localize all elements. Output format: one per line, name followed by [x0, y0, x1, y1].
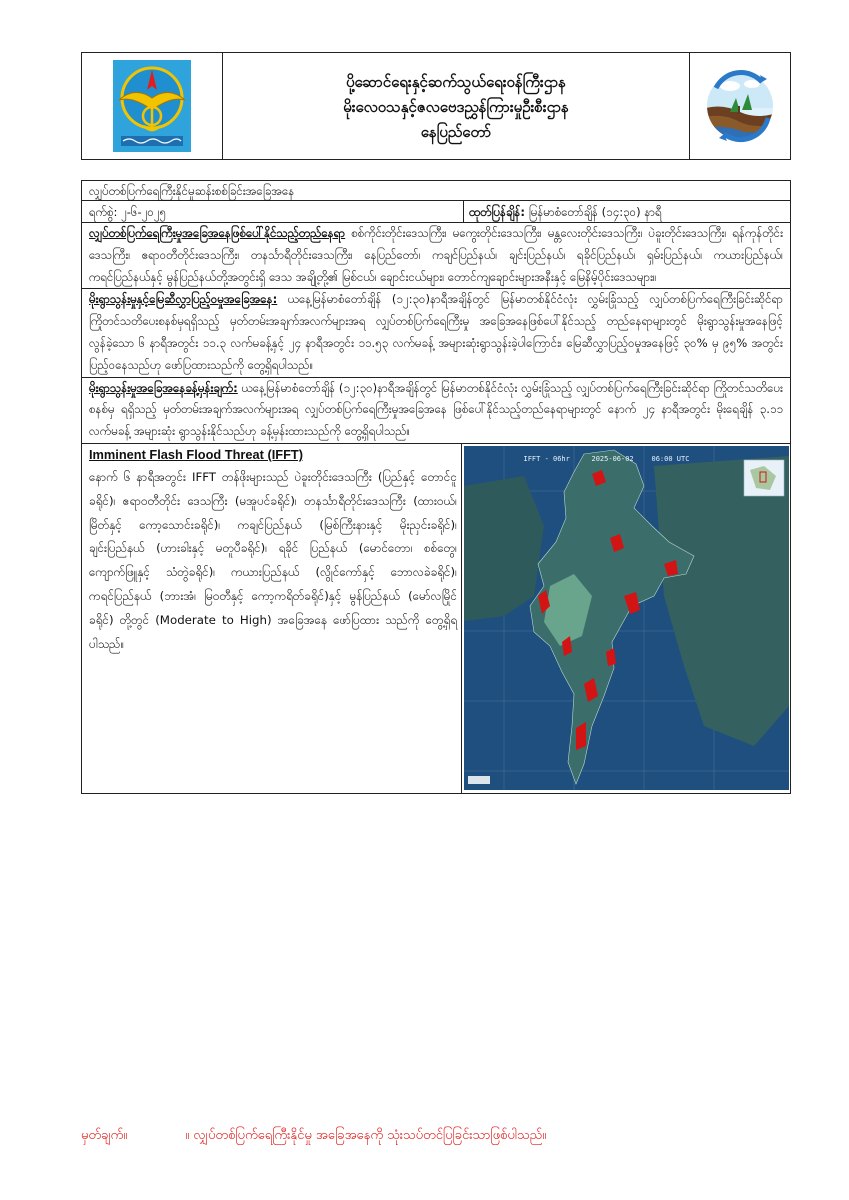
city-name: နေပြည်တော် [420, 123, 492, 141]
ifft-map [464, 446, 789, 790]
areas-label: လျှပ်တစ်ပြက်ရေကြီးမှုအခြေအနေဖြစ်ပေါ်နိုင်သည့်တည်နေရာ [89, 226, 346, 240]
observed-section [82, 289, 790, 377]
left-logo-cell [82, 53, 223, 159]
letterhead [81, 52, 791, 160]
observed-label: မိုးရွာသွန်းမှုနှင့်မြေဆီလွှာပြည့်ဝမှုအခြေအနေ: [89, 292, 278, 307]
map-product-label: IFFT - 06hr [523, 454, 570, 463]
ifft-section [82, 444, 790, 793]
ifft-title: Imminent Flash Flood Threat (IFFT) [89, 446, 303, 462]
report-date: ရက်စွဲ: ၂-၆-၂၀၂၅ [82, 201, 464, 222]
observed-text: ယနေ့မြန်မာစံတော်ချိန် (၁၂:၃၀)နာရီအချိန်တွင် မြန်မာတစ်နိုင်ငံလုံး လွှမ်းခြုံသည့် လျှပ်တစ်ပြက်ရေကြီးခြင်းဆိုင်ရာ ကြိုတင်သတိပေးစနစ်မှရရှိသည့် မှတ်တမ်းအချက်အလက်များအရ လျှပ်တစ်ပြက်ရေကြီးမှု အခြေအနေဖြစ်ပေါ်နိုင်သည့် တည်နေရာများတွင် မိုးရွာသွန်းမှုအနေဖြင့် လွန်ခဲ့သော ၆ နာရီအတွင်း ၁၁.၃ လက်မခန့်နှင့် ၂၄ နာရီအတွင်း ၁၁.၅၃ လက်မခန့် အများဆုံးရွာသွန်းခဲ့ပါကြောင်း၊ မြေဆီလွှာပြည့်ဝမှုအနေဖြင့် ၃၀% မှ ၉၅% အတွင်း ပြည့်ဝနေသည်ဟု ဖော်ပြထားသည်ကို တွေ့ရှိရပါသည်။ [89, 292, 783, 372]
ifft-map-cell [462, 444, 790, 793]
areas-text: စစ်ကိုင်းတိုင်းဒေသကြီး၊ မကွေးတိုင်းဒေသကြီး၊ မန္တလေးတိုင်းဒေသကြီး၊ ပဲခူးတိုင်းဒေသကြီး၊ ရန်ကုန်တိုင်းဒေသကြီး၊ ဧရာဝတီတိုင်းဒေသကြီး၊ တနင်္သာရီတိုင်းဒေသကြီး၊ နေပြည်တော်၊ ကချင်ပြည်နယ်၊ ချင်းပြည်နယ်၊ ရခိုင်ပြည်နယ်၊ ရှမ်းပြည်နယ်၊ ကယားပြည်နယ်၊ ကရင်ပြည်နယ်နှင့် မွန်ပြည်နယ်တို့အတွင်းရှိ ဒေသ အချို့တို့၏ မြစ်ငယ်၊ ချောင်းငယ်များ၊ တောင်ကျချောင်းများအနီးနှင့် မြေနိမ့်ပိုင်းဒေသများ။ [89, 226, 784, 284]
ministry-name: ပို့ဆောင်ရေးနှင့်ဆက်သွယ်ရေးဝန်ကြီးဌာန [346, 73, 566, 91]
areas-section [82, 223, 790, 289]
ifft-text-cell [82, 444, 462, 793]
forecast-section [82, 378, 790, 444]
ifft-map-graphic [464, 446, 789, 790]
map-date-label: 2025-06-02 [591, 454, 634, 463]
footer-note-label: မှတ်ချက်။ [81, 1128, 128, 1143]
ifft-text: နောက် ၆ နာရီအတွင်း IFFT တန်ဖိုးများသည် ပဲခူးတိုင်းဒေသကြီး (ပြည်နှင့် တောင်ငူခရိုင်)၊ ဧရာဝတီတိုင်း ဒေသကြီး (မအူပင်ခရိုင်)၊ တနင်္သာရီတိုင်းဒေသကြီး (ထားဝယ်၊ မြိတ်နှင့် ကော့သောင်းခရိုင်)၊ ကချင်ပြည်နယ် (မြစ်ကြီးနားနှင့် မိုးညှင်းခရိုင်)၊ ချင်းပြည်နယ် (ဟားခါးနှင့် မတူပီခရိုင်)၊ ရခိုင် ပြည်နယ် (မောင်တော၊ စစ်တွေ၊ ကျောက်ဖြူနှင့် သံတွဲခရိုင်)၊ ကယားပြည်နယ် (လွိုင်ကော်နှင့် ဘောလခဲခရိုင်)၊ ကရင်ပြည်နယ် (ဘားအံ၊ မြဝတီနှင့် ကော့ကရိတ်ခရိုင်)နှင့် မွန်ပြည်နယ် (မော်လမြိုင် ခရိုင်) တို့တွင် (Moderate to High) အခြေအနေ ဖော်ပြထား သည်ကို တွေ့ရှိရပါသည်။ [89, 469, 457, 651]
forecast-label: မိုးရွာသွန်းမှုအခြေအနေခန့်မှန်းချက်: [89, 380, 238, 395]
dmh-emblem-icon [113, 60, 191, 152]
right-logo-cell [689, 53, 790, 159]
water-cycle-icon [700, 66, 780, 146]
document-title: လျှပ်တစ်ပြက်ရေကြီးနိုင်မှုဆန်းစစ်ခြင်းအခြေအနေ [82, 181, 790, 201]
footer-note [81, 1127, 546, 1146]
issued-label: ထုတ်ပြန်ချိန်: [469, 205, 526, 219]
issued-time [464, 201, 790, 222]
date-row [82, 201, 790, 223]
forecast-text: ယနေ့မြန်မာစံတော်ချိန် (၁၂:၃၀)နာရီအချိန်တွင် မြန်မာတစ်နိုင်ငံလုံး လွှမ်းခြုံသည့် လျှပ်တစ်ပြက်ရေကြီးခြင်းဆိုင်ရာ ကြိုတင်သတိပေးစနစ်မှ ရရှိသည့် မှတ်တမ်းအချက်အလက်များအရ လျှပ်တစ်ပြက်ရေကြီးမှုအခြေအနေ ဖြစ်ပေါ်နိုင်သည့်တည်နေရာများတွင် နောက် ၂၄ နာရီအတွင်း မိုးရေချိန် ၃.၁၁ လက်မခန့် အများဆုံး ရွာသွန်းနိုင်သည်ဟု ခန့်မှန်းထားသည်ကို တွေ့ရှိရပါသည်။ [89, 380, 784, 439]
assessment-table [81, 180, 791, 794]
header-title-block [223, 53, 689, 159]
map-time-label: 06:00 UTC [651, 454, 690, 463]
map-scale-bar [468, 776, 490, 784]
issued-value: မြန်မာစံတော်ချိန် (၁၄:၃၀) နာရီ [528, 205, 662, 219]
department-name: မိုးလေဝသနှင့်ဇလဗေဒညွှန်ကြားမှုဦးစီးဌာန [343, 98, 569, 116]
footer-note-text: ။ လျှပ်တစ်ပြက်ရေကြီးနိုင်မှု အခြေအနေကို သုံးသပ်တင်ပြခြင်းသာဖြစ်ပါသည်။ [185, 1128, 547, 1143]
